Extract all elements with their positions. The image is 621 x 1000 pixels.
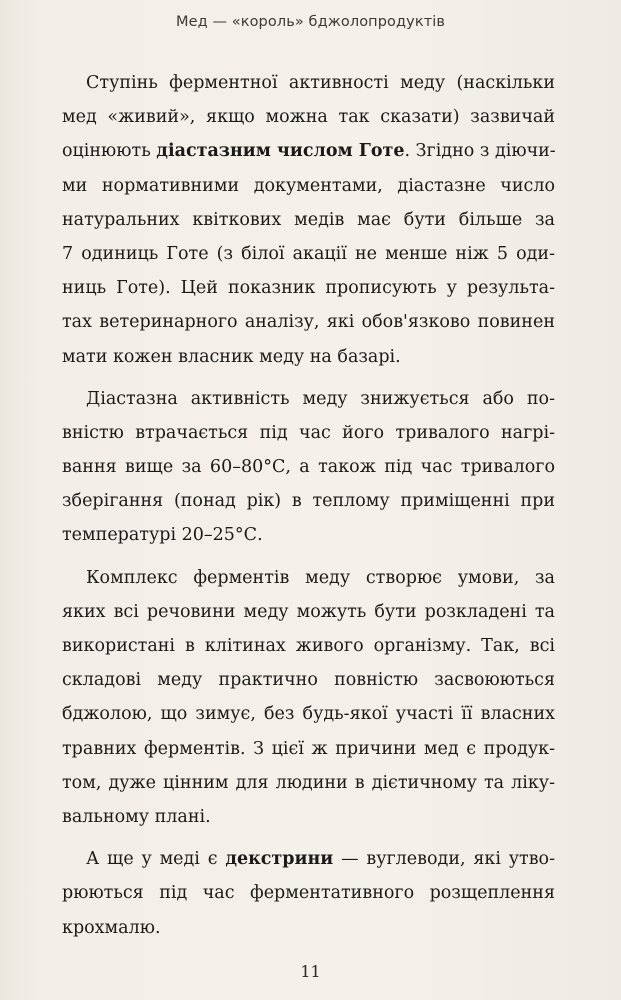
text-line: Діастазна активність меду знижується або по- bbox=[86, 388, 555, 409]
text-line: яких всі речовини меду можуть бути розкладені та bbox=[62, 601, 555, 622]
text-line: мати кожен власник меду на базарі. bbox=[62, 346, 401, 367]
text-line: Ступінь ферментної активності меду (наскільки bbox=[86, 73, 555, 93]
text-line: бджолою, що зимує, без будь-якої участі її власних bbox=[62, 704, 555, 725]
paragraph bbox=[62, 561, 555, 835]
body-text bbox=[62, 66, 555, 953]
text-line: зберігання (понад рік) в теплому приміщенні при bbox=[62, 491, 555, 512]
text-line: вністю втрачається під час його тривалого нагрі- bbox=[62, 422, 555, 443]
paragraph bbox=[62, 842, 555, 945]
text-line: 7 одиниць Готе (з білої акації не менше ніж 5 оди- bbox=[62, 243, 555, 264]
bold-term: декстрини bbox=[225, 849, 334, 870]
text-line: вальному плані. bbox=[62, 806, 211, 827]
text-line: натуральних квіткових медів має бути більше за bbox=[62, 209, 555, 230]
text-line: ниць Готе). Цей показник прописують у результа- bbox=[62, 278, 555, 299]
text-line: вання вище за 60–80°С, а також під час тривалого bbox=[62, 457, 555, 478]
page-number: 11 bbox=[300, 962, 321, 981]
text-line: том, дуже цінним для людини в дієтичному та ліку- bbox=[62, 772, 555, 793]
text-line: використані в клітинах живого організму. Так, всі bbox=[62, 636, 555, 656]
paragraph bbox=[62, 66, 555, 374]
running-head: Мед — «король» бджолопродуктів bbox=[175, 14, 446, 30]
text-line: крохмалю. bbox=[62, 917, 161, 938]
text-line: складові меду практично повністю засвоюються bbox=[62, 670, 555, 691]
paragraph bbox=[62, 382, 555, 553]
text-line: ми нормативними документами, діастазне число bbox=[62, 175, 555, 196]
text-line: А ще у меді є декстрини — вуглеводи, які утво- bbox=[86, 849, 555, 870]
bold-term: діастазним числом Готе bbox=[156, 141, 405, 162]
text-line: температурі 20–25°С. bbox=[62, 525, 263, 546]
text-line: мед «живий», якщо можна так сказати) зазвичай bbox=[62, 107, 555, 128]
text-line: тах ветеринарного аналізу, які обов'язково повинен bbox=[62, 312, 555, 333]
text-line: травних ферментів. З цієї ж причини мед є продук- bbox=[62, 738, 555, 759]
text-line: оцінюють діастазним числом Готе. Згідно з діючи- bbox=[62, 141, 556, 162]
text-line: Комплекс ферментів меду створює умови, за bbox=[86, 567, 555, 588]
text-line: рюються під час ферментативного розщеплення bbox=[62, 883, 555, 904]
